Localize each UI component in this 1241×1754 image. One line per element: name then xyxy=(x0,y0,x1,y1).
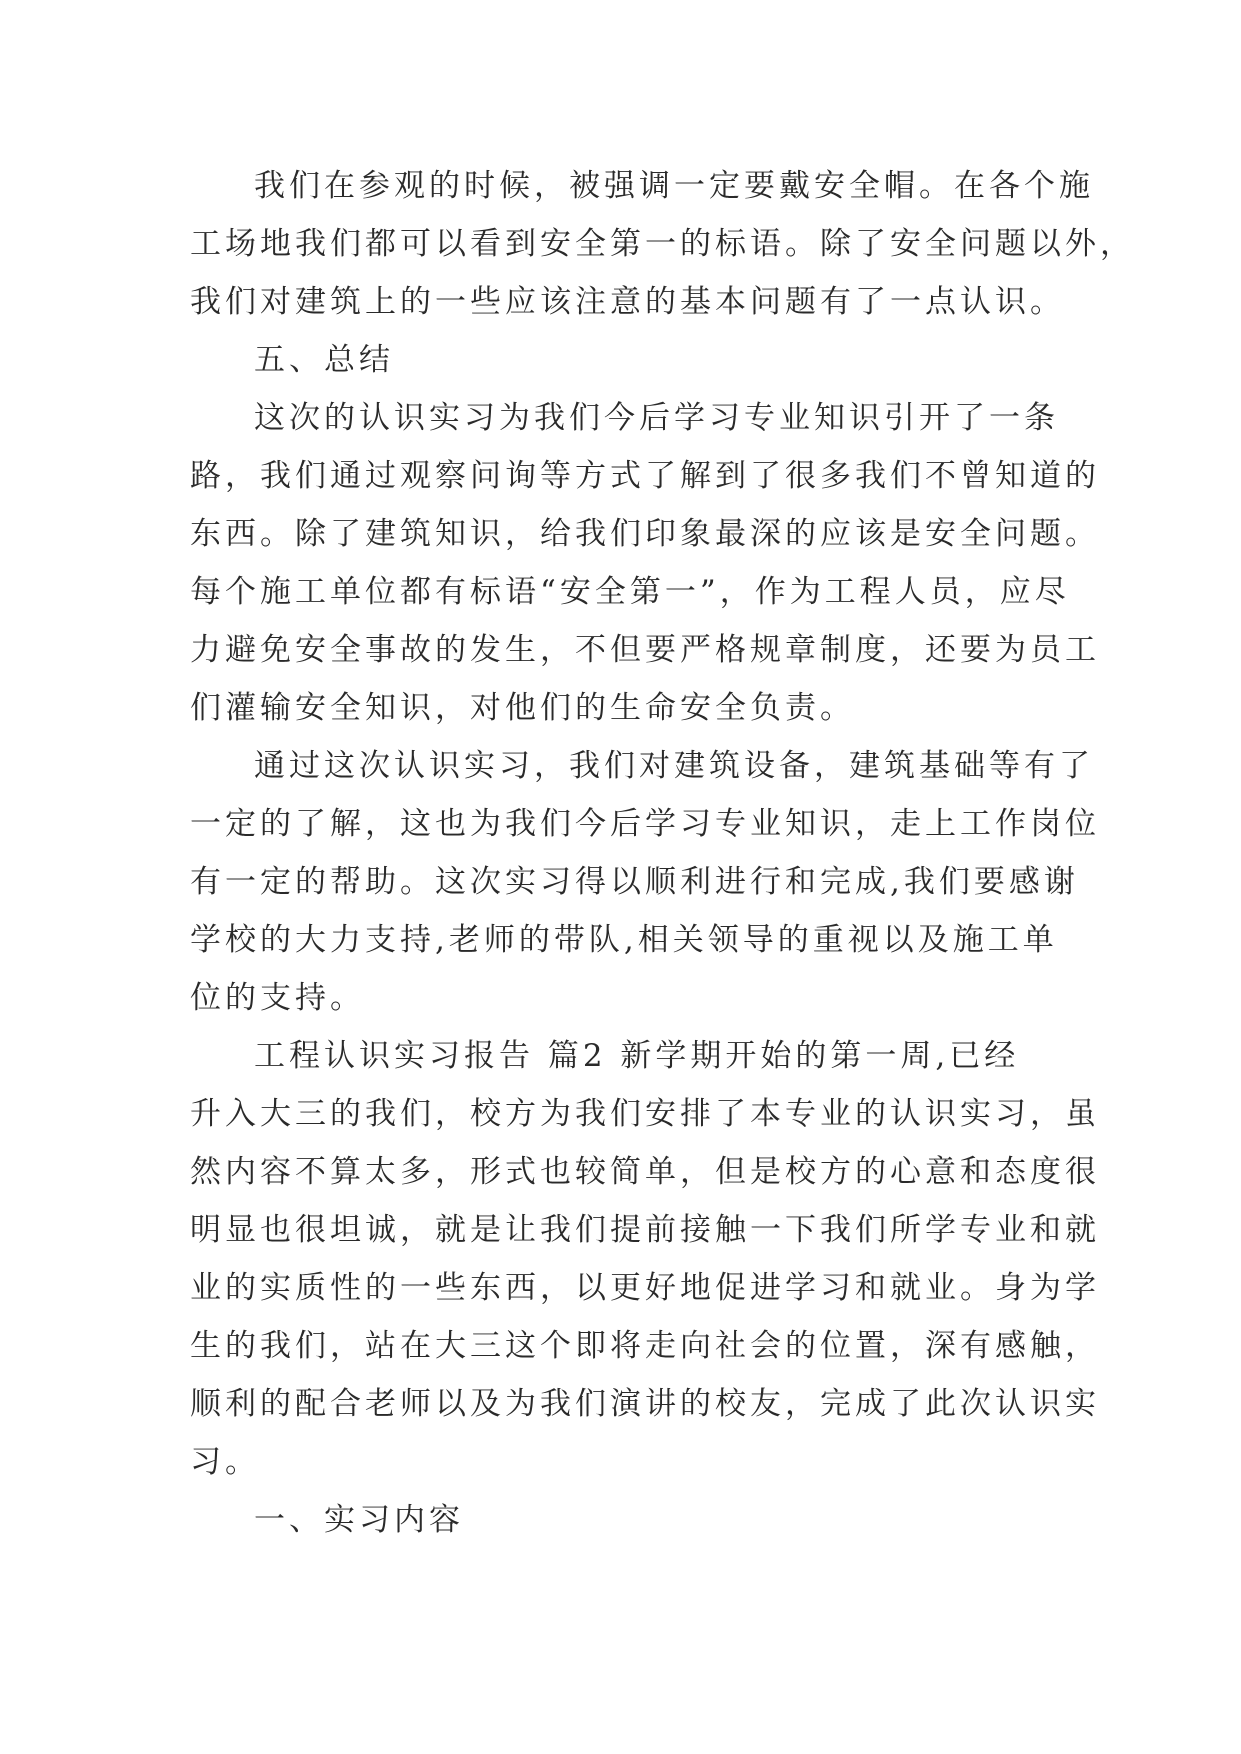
text-line: 升入大三的我们，校方为我们安排了本专业的认识实习，虽 xyxy=(190,1096,1100,1132)
text-line: 们灌输安全知识，对他们的生命安全负责。 xyxy=(190,690,855,726)
text-line: 明显也很坦诚，就是让我们提前接触一下我们所学专业和就 xyxy=(190,1212,1100,1248)
text-line: 业的实质性的一些东西，以更好地促进学习和就业。身为学 xyxy=(190,1270,1100,1306)
text-line: 学校的大力支持,老师的带队,相关领导的重视以及施工单 xyxy=(190,922,1058,958)
text-line: 力避免安全事故的发生，不但要严格规章制度，还要为员工 xyxy=(190,632,1100,668)
text-line: 路，我们通过观察问询等方式了解到了很多我们不曾知道的 xyxy=(190,458,1100,494)
text-line: 工场地我们都可以看到安全第一的标语。除了安全问题以外， xyxy=(190,226,1135,262)
text-line: 一定的了解，这也为我们今后学习专业知识，走上工作岗位 xyxy=(190,806,1100,842)
text-line: 位的支持。 xyxy=(190,980,365,1016)
text-line: 我们在参观的时候，被强调一定要戴安全帽。在各个施 xyxy=(254,168,1094,204)
text-line: 有一定的帮助。这次实习得以顺利进行和完成,我们要感谢 xyxy=(190,864,1079,900)
text-line: 习。 xyxy=(190,1444,260,1480)
text-line: 工程认识实习报告 篇2 新学期开始的第一周,已经 xyxy=(254,1038,1020,1074)
text-line: 顺利的配合老师以及为我们演讲的校友，完成了此次认识实 xyxy=(190,1386,1100,1422)
text-line: 东西。除了建筑知识，给我们印象最深的应该是安全问题。 xyxy=(190,516,1100,552)
section-heading: 五、总结 xyxy=(254,342,394,378)
text-line: 我们对建筑上的一些应该注意的基本问题有了一点认识。 xyxy=(190,284,1065,320)
text-line: 然内容不算太多，形式也较简单，但是校方的心意和态度很 xyxy=(190,1154,1100,1190)
text-line: 生的我们，站在大三这个即将走向社会的位置，深有感触， xyxy=(190,1328,1100,1364)
section-heading: 一、实习内容 xyxy=(254,1502,464,1538)
text-line: 通过这次认识实习，我们对建筑设备，建筑基础等有了 xyxy=(254,748,1094,784)
text-line: 每个施工单位都有标语“安全第一”，作为工程人员，应尽 xyxy=(190,574,1070,610)
text-line: 这次的认识实习为我们今后学习专业知识引开了一条 xyxy=(254,400,1059,436)
